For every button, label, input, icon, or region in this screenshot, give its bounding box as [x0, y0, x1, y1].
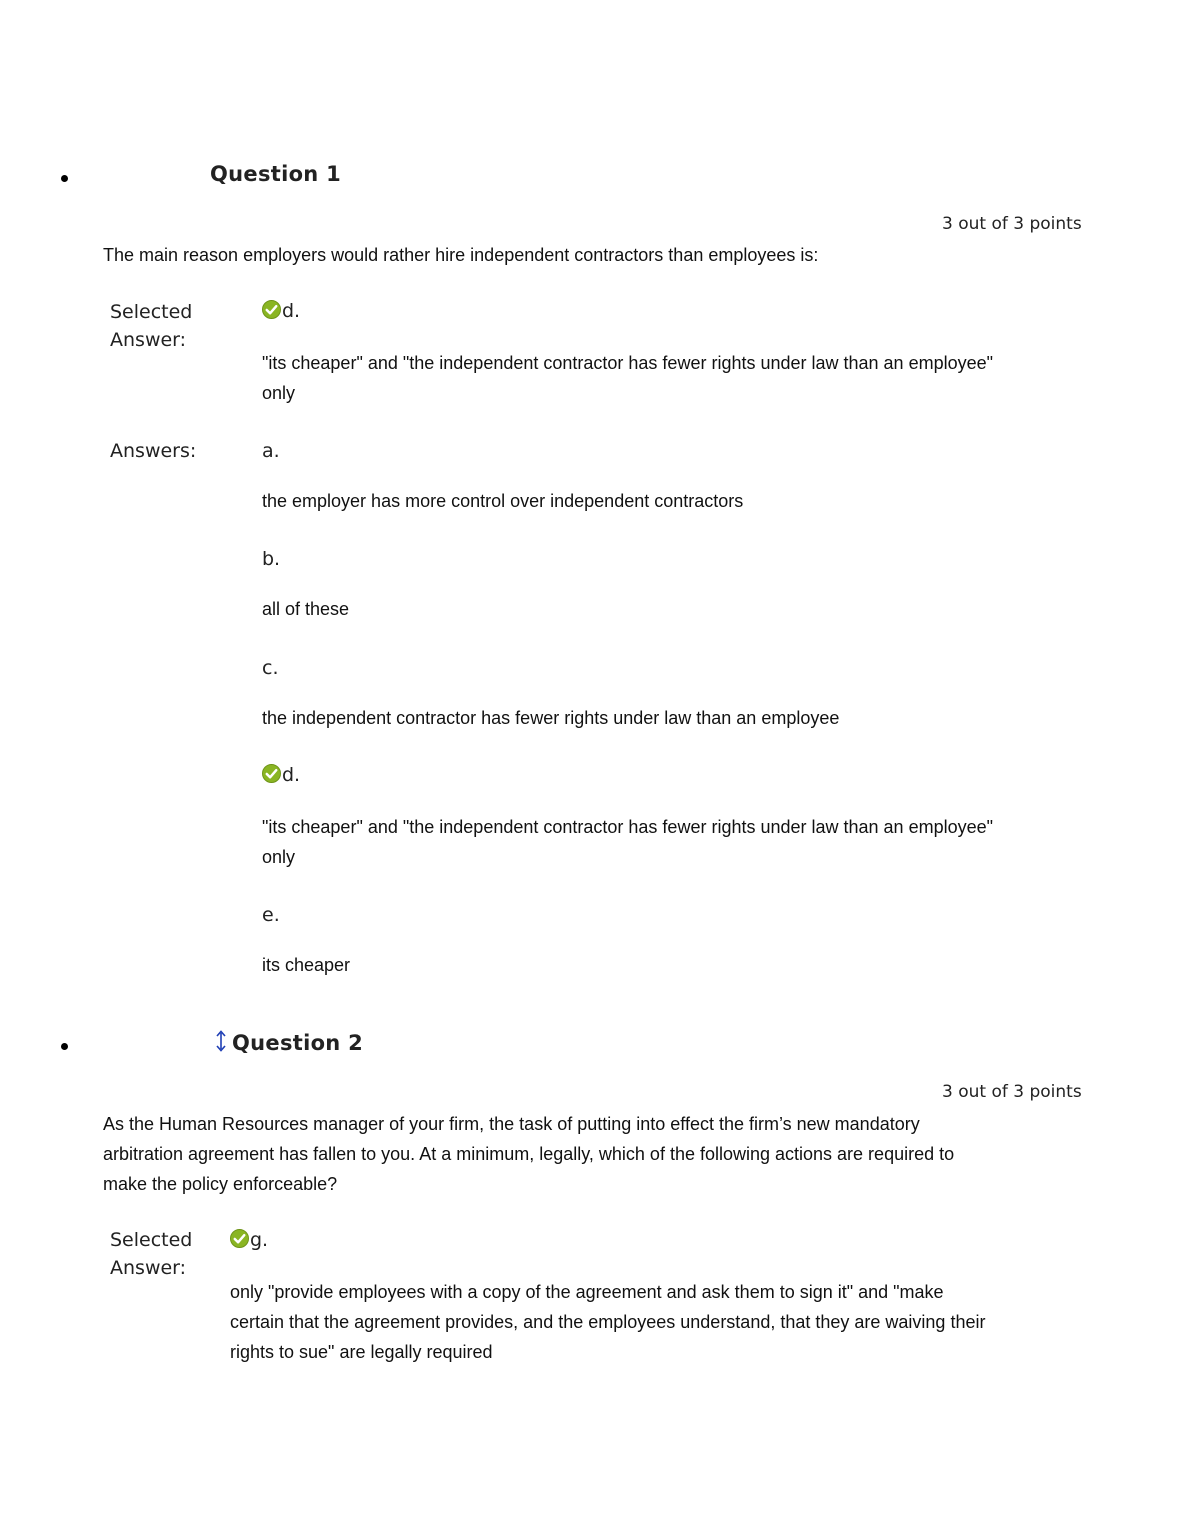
answer-letter-d: d. — [262, 764, 300, 786]
list-bullet — [61, 175, 68, 182]
answer-text-d: "its cheaper" and "the independent contractor has fewer rights under law than an employee" only — [262, 817, 994, 867]
question-text: As the Human Resources manager of your firm, the task of putting into effect the firm’s new mandatory arbitration agreement has fallen to you. At a minimum, legally, which of the following actions are required to make the policy enforceable? — [103, 1114, 955, 1194]
selected-answer-label: Selected Answer: — [110, 1229, 193, 1279]
check-circle-icon — [262, 764, 281, 783]
answer-text-e: its cheaper — [262, 955, 351, 975]
selected-answer-text: only "provide employees with a copy of the agreement and ask them to sign it" and "make certain that the agreement provides, and the employees understand, that they are waiving their rights to sue" are legally required — [230, 1282, 986, 1362]
selected-answer-label: Selected Answer: — [110, 301, 193, 351]
question-title: Question 2 — [232, 1031, 364, 1055]
answer-letter-a: a. — [262, 440, 280, 462]
list-bullet — [61, 1043, 68, 1050]
check-circle-icon — [230, 1229, 249, 1248]
points-score: 3 out of 3 points — [942, 1082, 1082, 1102]
answer-text-a: the employer has more control over independent contractors — [262, 491, 744, 511]
points-score: 3 out of 3 points — [942, 214, 1082, 234]
check-circle-icon — [262, 300, 281, 319]
selected-answer-text: "its cheaper" and "the independent contractor has fewer rights under law than an employee" only — [262, 353, 994, 403]
resize-handle-icon[interactable] — [215, 1030, 227, 1052]
answer-text-c: the independent contractor has fewer rights under law than an employee — [262, 708, 840, 728]
question-title: Question 1 — [210, 162, 342, 186]
question-text: The main reason employers would rather hire independent contractors than employees is: — [103, 245, 819, 265]
selected-answer-letter: g. — [230, 1229, 268, 1251]
answer-letter-b: b. — [262, 548, 281, 570]
selected-answer-letter: d. — [262, 300, 300, 322]
answer-text-b: all of these — [262, 599, 350, 619]
answer-letter-e: e. — [262, 904, 280, 926]
answer-letter-c: c. — [262, 657, 279, 679]
answers-label: Answers: — [110, 440, 197, 462]
